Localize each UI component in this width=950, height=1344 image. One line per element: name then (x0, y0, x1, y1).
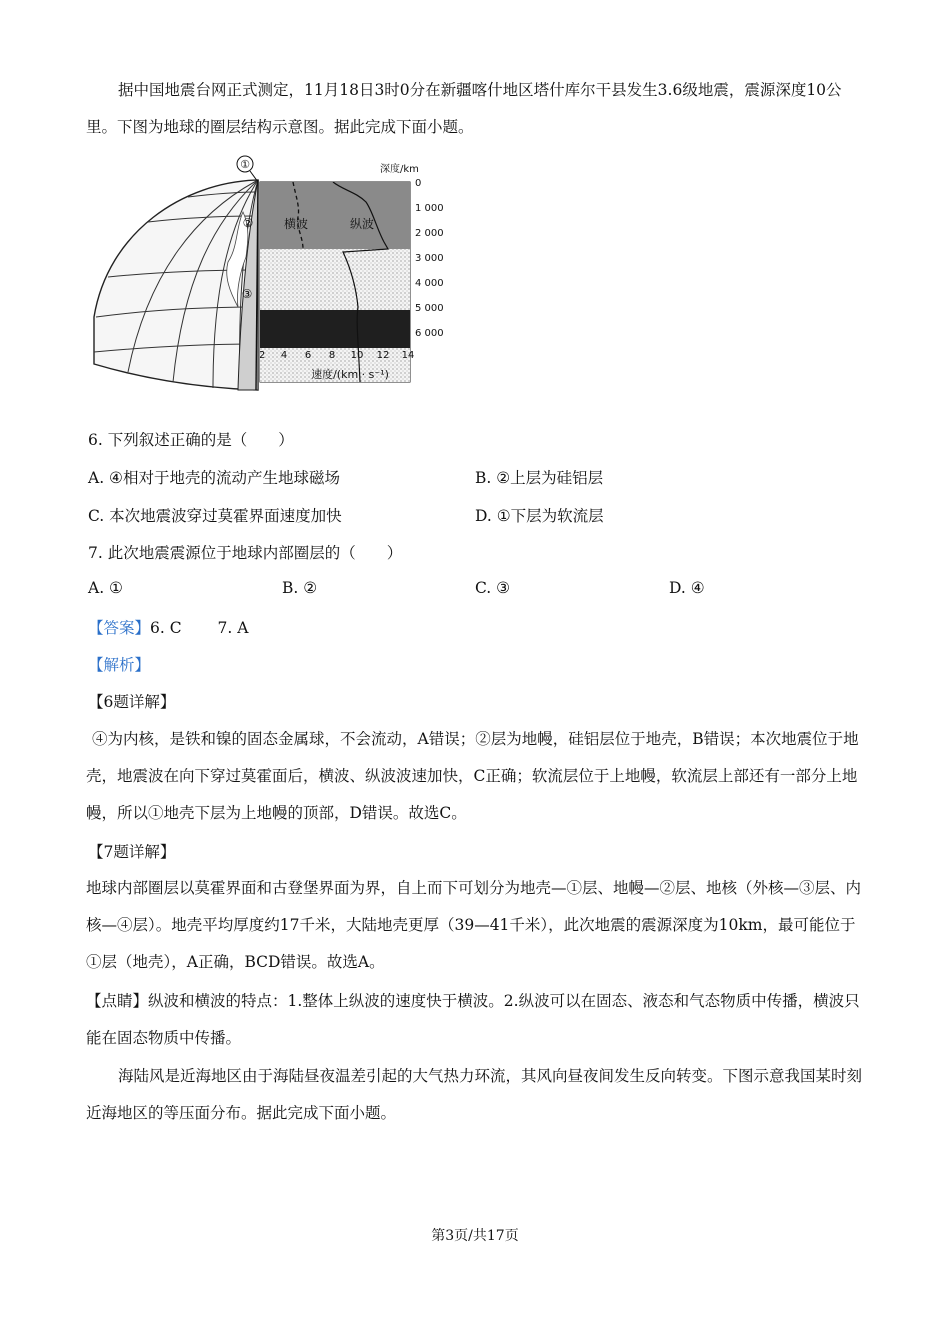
detail-7-text: 地球内部圈层以莫霍界面和古登堡界面为界，自上而下可划分为地壳—①层、地幔—②层、地核（外核—③层、内核—④层）。地壳平均厚度约17千米，大陆地壳更厚（39—41千米），此次地震的震源深度为10km，最可能位于①层（地壳），A正确，BCD错误。故选A。 (86, 879, 862, 971)
speed-tick: 4 (280, 350, 288, 361)
answer-tag: 【答案】 (88, 619, 151, 637)
mantle-region (260, 182, 410, 249)
answer-text: 6. C 7. A (150, 619, 249, 637)
speed-tick: 6 (304, 350, 312, 361)
answer-line (88, 616, 248, 638)
marker-3-label: ③ (241, 287, 253, 301)
speed-tick: 10 (350, 350, 364, 361)
speed-tick: 12 (376, 350, 390, 361)
tip-paragraph (86, 983, 866, 1057)
depth-tick: 3 000 (415, 253, 444, 264)
speed-axis-label: 速度/(km · s⁻¹) (311, 368, 389, 381)
q7-option-a: A. ① (88, 579, 123, 597)
tip-text: 纵波和横波的特点：1.整体上纵波的速度快于横波。2.纵波可以在固态、液态和气态物质中传播，横波只能在固态物质中传播。 (86, 992, 860, 1047)
q7-stem: 7. 此次地震震源位于地球内部圈层的（ ） (88, 544, 403, 562)
depth-tick: 0 (415, 178, 422, 189)
speed-tick: 2 (258, 350, 266, 361)
q7-option-c: C. ③ (475, 579, 511, 597)
inner-core-region (260, 310, 410, 348)
depth-tick: 4 000 (415, 278, 444, 289)
q6-option-b: B. ②上层为硅铝层 (475, 469, 604, 487)
q6-option-c: C. 本次地震波穿过莫霍界面速度加快 (88, 507, 342, 525)
q6-stem: 6. 下列叙述正确的是（ ） (88, 431, 294, 449)
detail-6-tag: 【6题详解】 (88, 693, 176, 711)
marker-1-label: ① (240, 158, 250, 171)
detail-6-text: ④为内核，是铁和镍的固态金属球，不会流动，A错误；②层为地幔，硅铝层位于地壳，B错误；本次地震位于地壳，地震波在向下穿过莫霍面后，横波、纵波波速加快，C正确；软流层位于上地幔，软流层上部还有一部分上地幔，所以①地壳下层为上地幔的顶部，D错误。故选C。 (86, 730, 859, 822)
depth-tick: 5 000 (415, 303, 444, 314)
q7-option-b: B. ② (282, 579, 318, 597)
marker-2-label: ② (242, 216, 254, 230)
speed-tick: 8 (328, 350, 336, 361)
depth-tick: 6 000 (415, 328, 444, 339)
speed-tick: 14 (401, 350, 415, 361)
intro-paragraph-2: 海陆风是近海地区由于海陆昼夜温差引起的大气热力环流，其风向昼夜间发生反向转变。下图示意我国某时刻近海地区的等压面分布。据此完成下面小题。 (86, 1067, 863, 1122)
page-footer: 第3页/共17页 (431, 1228, 519, 1244)
q6-option-d: D. ①下层为软流层 (475, 507, 604, 525)
detail-7-tag: 【7题详解】 (88, 843, 176, 861)
earth-structure-diagram (88, 152, 458, 392)
q7-option-d: D. ④ (669, 579, 705, 597)
intro-paragraph-1: 据中国地震台网正式测定，11月18日3时0分在新疆喀什地区塔什库尔干县发生3.6级地震，震源深度10公里。下图为地球的圈层结构示意图。据此完成下面小题。 (86, 81, 842, 136)
earth-structure-figure (88, 152, 458, 392)
tip-tag: 【点睛】 (86, 992, 149, 1010)
p-wave-label: 纵波 (350, 217, 375, 231)
depth-axis-label: 深度/km (380, 164, 419, 175)
s-wave-label: 横波 (284, 217, 309, 231)
q6-option-a: A. ④相对于地壳的流动产生地球磁场 (88, 469, 340, 487)
analysis-tag: 【解析】 (88, 656, 151, 674)
depth-tick: 1 000 (415, 203, 444, 214)
depth-tick: 2 000 (415, 228, 444, 239)
